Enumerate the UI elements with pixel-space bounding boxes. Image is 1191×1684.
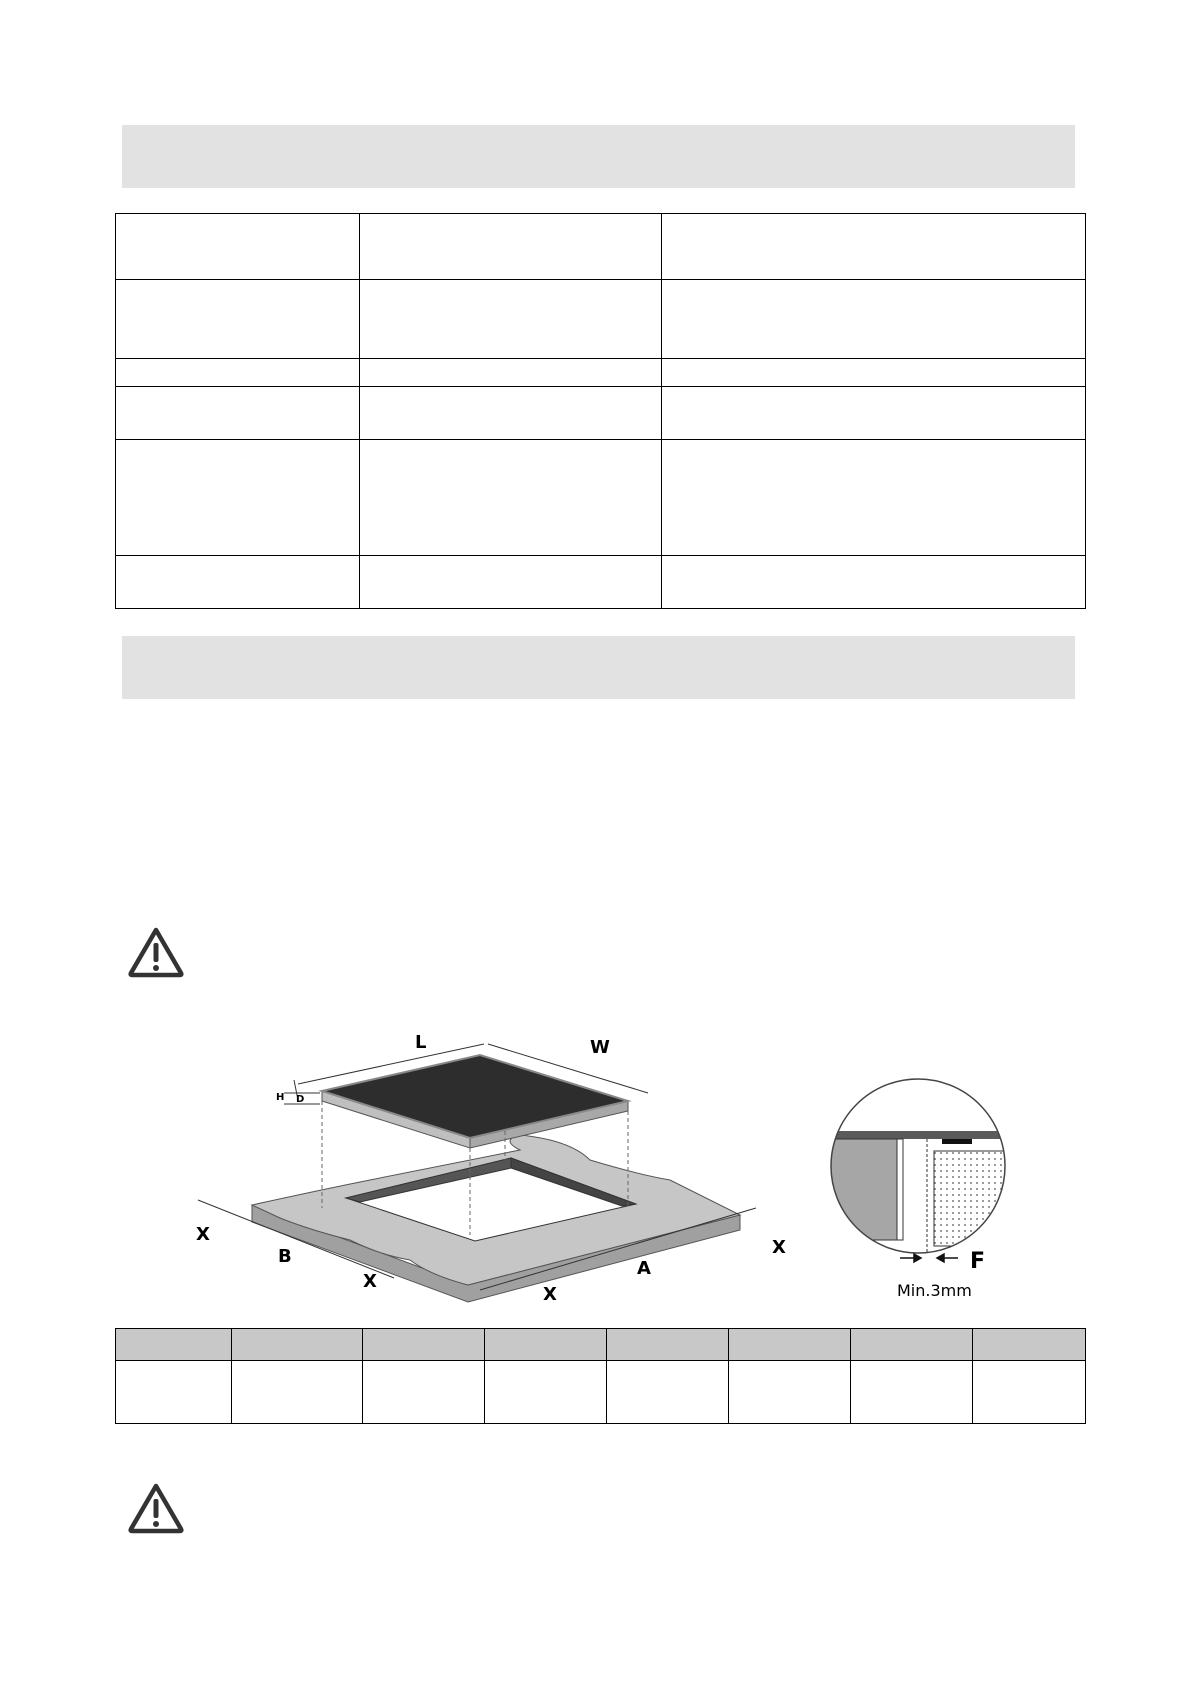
label-height: H: [276, 1092, 285, 1103]
section-heading-band: [122, 125, 1075, 188]
hob-glass-top: [322, 1055, 628, 1138]
specification-table: [115, 213, 1086, 609]
warning-triangle-icon: [128, 1482, 184, 1534]
table-row: [116, 280, 1086, 359]
label-cutout-a: A: [637, 1258, 651, 1279]
min-gap-text: Min.3mm: [897, 1281, 972, 1300]
label-clearance-x: X: [772, 1237, 786, 1258]
gap-arrows: [900, 1254, 958, 1262]
label-clearance-x: X: [196, 1224, 210, 1245]
table-row: [116, 440, 1086, 556]
table-row: [116, 556, 1086, 609]
section-heading-band: [122, 636, 1075, 699]
table-header-row: [116, 1329, 1086, 1361]
label-gap-f: F: [970, 1249, 986, 1274]
label-clearance-x: X: [363, 1271, 377, 1292]
table-row: [116, 359, 1086, 387]
table-row: [116, 387, 1086, 440]
detail-view: [820, 1080, 1024, 1270]
dimensions-table: [115, 1328, 1086, 1424]
table-row: [116, 1361, 1086, 1424]
label-depth: D: [296, 1094, 305, 1105]
label-clearance-x: X: [543, 1284, 557, 1305]
label-cutout-b: B: [278, 1246, 292, 1267]
table-row: [116, 214, 1086, 280]
label-width: W: [590, 1037, 610, 1058]
warning-triangle-icon: [128, 926, 184, 978]
installation-diagram: [170, 1030, 1070, 1320]
label-length: L: [415, 1032, 427, 1053]
